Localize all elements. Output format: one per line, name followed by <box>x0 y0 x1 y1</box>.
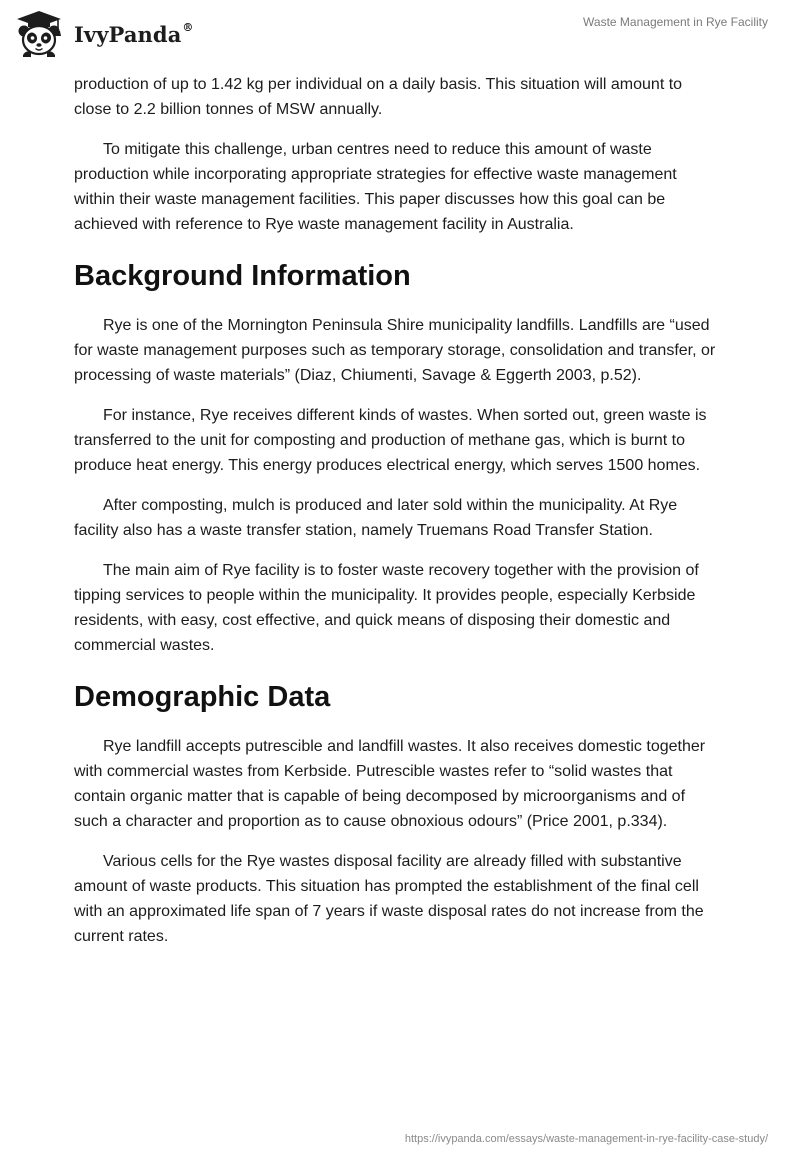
paragraph: After composting, mulch is produced and later sold within the municipality. At Rye facility also has a waste transfer station, namely Truemans Road Transfer Station. <box>74 497 678 539</box>
section-heading-background: Background Information <box>74 260 411 292</box>
page-header <box>0 0 800 64</box>
panda-graduate-icon <box>14 9 64 57</box>
paragraph: Various cells for the Rye wastes disposal facility are already filled with substantive amount of waste products. This situation has prompted the establishment of the final cell with an approximated life span of 7 years if waste disposal rates do not increase from the current rates. <box>74 853 704 945</box>
section-heading-demographic: Demographic Data <box>74 681 331 713</box>
paragraph: production of up to 1.42 kg per individual on a daily basis. This situation will amount to close to 2.2 billion tonnes of MSW annually. <box>74 76 683 118</box>
paragraph: Rye landfill accepts putrescible and landfill wastes. It also receives domestic together with commercial wastes from Kerbside. Putrescible wastes refer to “solid wastes that contain organic matter that is capable of being decomposed by microorganisms and of such a character and proportion as to cause obnoxious odours” (Price 2001, p.334). <box>74 738 706 830</box>
paragraph: For instance, Rye receives different kinds of wastes. When sorted out, green waste is transferred to the unit for composting and production of methane gas, which is burnt to produce heat energy. This energy produces electrical energy, which serves 1500 homes. <box>74 407 707 474</box>
paragraph: To mitigate this challenge, urban centres need to reduce this amount of waste production while incorporating appropriate strategies for effective waste management within their waste management facilities. This paper discusses how this goal can be achieved with reference to Rye waste management facility in Australia. <box>74 141 677 233</box>
paragraph: The main aim of Rye facility is to foster waste recovery together with the provision of tipping services to people within the municipality. It provides people, especially Kerbside residents, with easy, cost effective, and quick means of disposing their domestic and commercial wastes. <box>74 562 699 654</box>
essay-body <box>74 72 720 964</box>
paragraph: Rye is one of the Mornington Peninsula Shire municipality landfills. Landfills are “used for waste management purposes such as temporary storage, consolidation and transfer, or processing of waste materials” (Diaz, Chiumenti, Savage & Eggerth 2003, p.52). <box>74 317 716 384</box>
brand-logo[interactable] <box>14 9 214 57</box>
brand-name <box>74 22 194 47</box>
brand-name-text: IvyPanda <box>74 21 182 47</box>
document-title: Waste Management in Rye Facility <box>583 15 768 29</box>
source-url[interactable]: https://ivypanda.com/essays/waste-management-in-rye-facility-case-study/ <box>404 1133 768 1145</box>
registered-mark: ® <box>182 20 194 34</box>
